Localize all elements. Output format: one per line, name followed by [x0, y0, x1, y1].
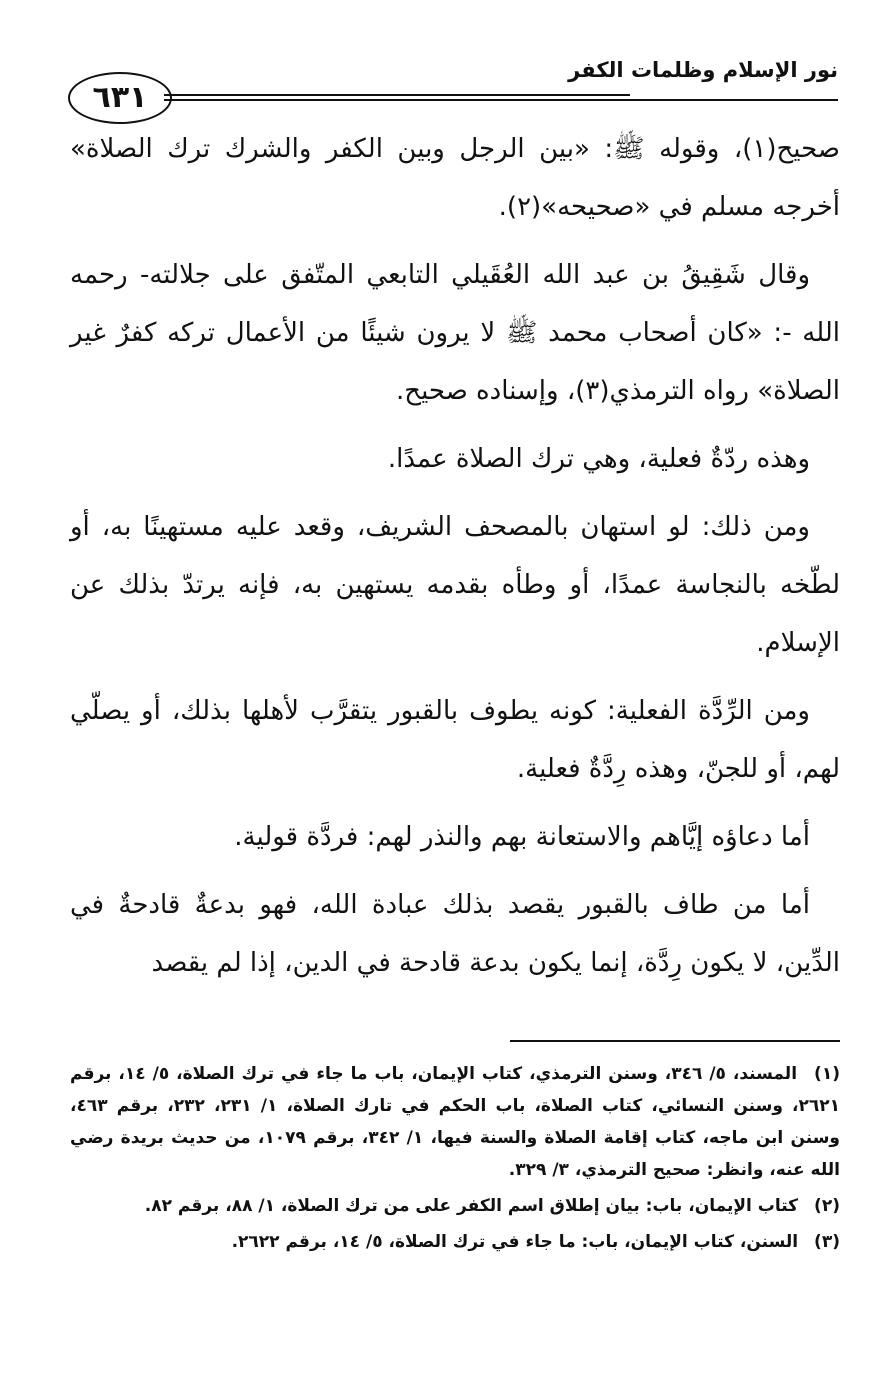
- footnote: [70, 1058, 840, 1186]
- paragraph: أما من طاف بالقبور يقصد بذلك عبادة الله، فهو بدعةٌ قادحةٌ في الدِّين، لا يكون رِدَّة، إنما يكون بدعة قادحة في الدين، إذا لم يقصد: [70, 890, 840, 978]
- paragraph: ومن ذلك: لو استهان بالمصحف الشريف، وقعد عليه مستهينًا به، أو لطّخه بالنجاسة عمدًا، أو وطأه بقدمه يستهين به، فإنه يرتدّ بذلك عن الإسلام.: [70, 512, 840, 658]
- footnote-text: المسند، ٥/ ٣٤٦، وسنن الترمذي، كتاب الإيمان، باب ما جاء في ترك الصلاة، ٥/ ١٤، برقم ٢٦٢١، وسنن النسائي، كتاب الصلاة، باب الحكم في تارك الصلاة، ١/ ٢٣١، ٢٣٢، برقم ٤٦٣، وسنن ابن ماجه، كتاب إقامة الصلاة والسنة فيها، ١/ ٣٤٢، برقم ١٠٧٩، من حديث بريدة رضي الله عنه، وانظر: صحيح الترمذي، ٣/ ٣٢٩.: [70, 1064, 840, 1180]
- footnote: [70, 1190, 840, 1222]
- book-title: نور الإسلام وظلمات الكفر: [568, 58, 838, 82]
- footnote-number: (٣): [814, 1232, 840, 1252]
- paragraph: أما دعاؤه إيَّاهم والاستعانة بهم والنذر لهم: فردَّة قولية.: [234, 822, 810, 852]
- footnote: [70, 1226, 840, 1258]
- page-number: ٦٣١: [68, 72, 172, 124]
- footnote-number: (٢): [814, 1196, 840, 1216]
- paragraph: صحيح(١)، وقوله ﷺ: «بين الرجل وبين الكفر والشرك ترك الصلاة» أخرجه مسلم في «صحيحه»(٢).: [70, 134, 840, 222]
- footnote-text: السنن، كتاب الإيمان، باب: ما جاء في ترك الصلاة، ٥/ ١٤، برقم ٢٦٢٢.: [231, 1232, 799, 1252]
- header-rule: [164, 94, 630, 96]
- footnote-number: (١): [814, 1064, 840, 1084]
- footnote-separator: [510, 1040, 840, 1042]
- paragraph: وهذه ردّةٌ فعلية، وهي ترك الصلاة عمدًا.: [387, 444, 810, 474]
- header-rule: [164, 99, 838, 101]
- paragraph: ومن الرِّدَّة الفعلية: كونه يطوف بالقبور يتقرَّب لأهلها بذلك، أو يصلّي لهم، أو للجنّ، وهذه رِدَّةٌ فعلية.: [70, 696, 840, 784]
- footnote-text: كتاب الإيمان، باب: بيان إطلاق اسم الكفر على من ترك الصلاة، ١/ ٨٨، برقم ٨٢.: [144, 1196, 799, 1216]
- footnotes: [70, 1058, 840, 1262]
- running-header: [68, 52, 838, 124]
- paragraph: وقال شَقِيقُ بن عبد الله العُقَيلي التابعي المتّفق على جلالته- رحمه الله -: «كان أصحاب محمد ﷺ لا يرون شيئًا من الأعمال تركه كفرٌ غير الصلاة» رواه الترمذي(٣)، وإسناده صحيح.: [70, 260, 840, 406]
- main-text: [70, 120, 840, 1002]
